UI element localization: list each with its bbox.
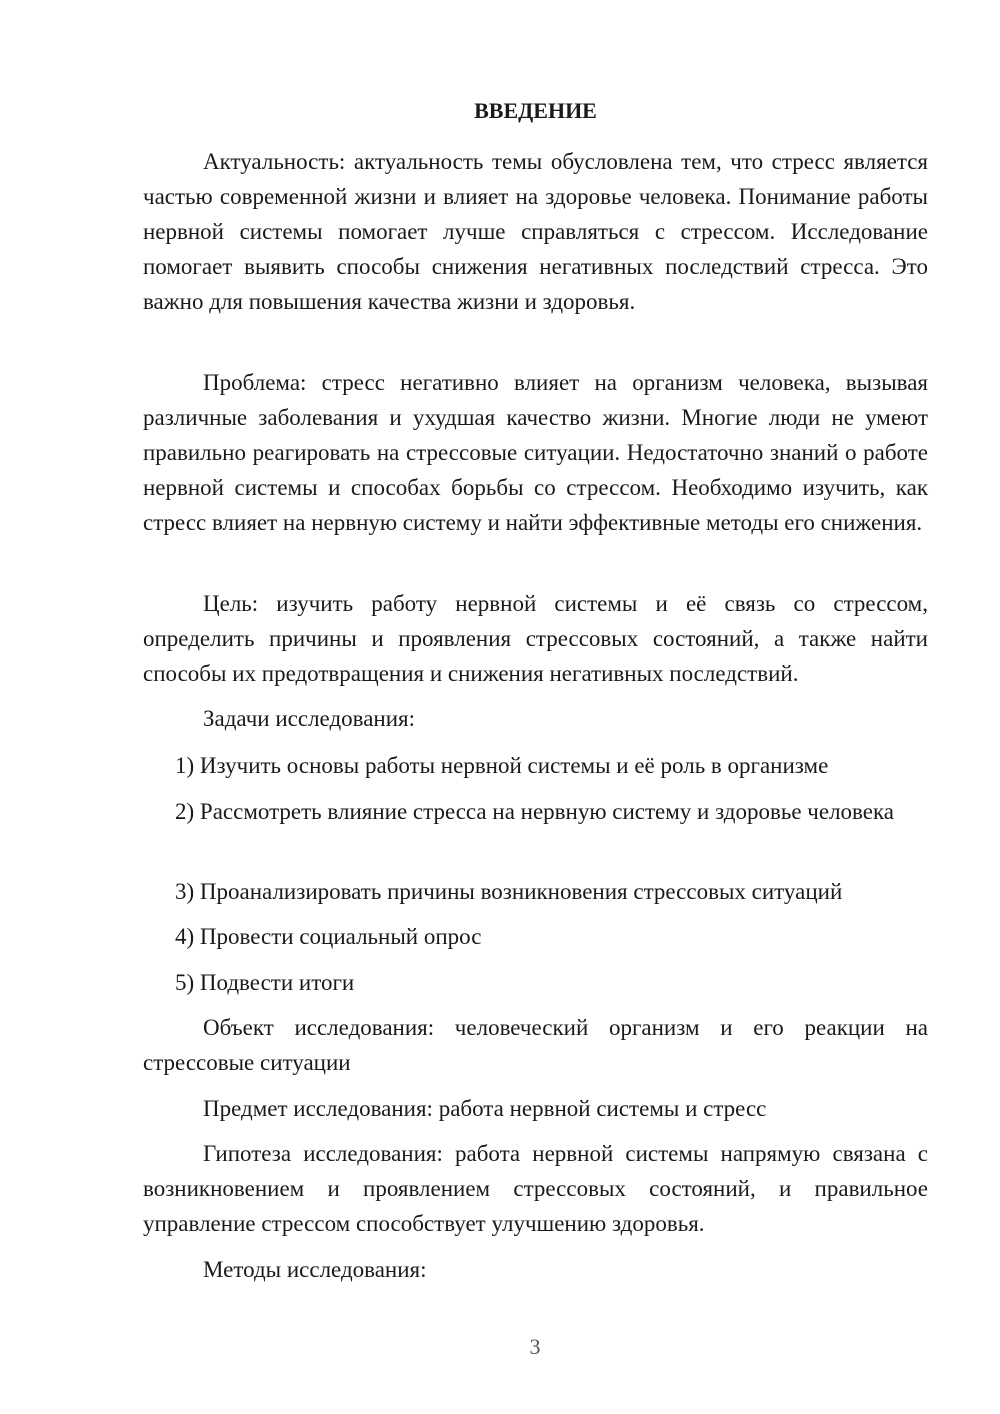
paragraph-tasks-heading: Задачи исследования: bbox=[203, 706, 416, 731]
paragraph-object: Объект исследования: человеческий организм и его реакции на стрессовые ситуации bbox=[143, 1015, 928, 1075]
paragraph-problem: Проблема: стресс негативно влияет на организм человека, вызывая различные заболевания и ухудшая качество жизни. Многие люди не умеют правильно реагировать на стрессовые ситуации. Недостаточно знаний о работе нервной системы и способах борьбы со стрессом. Необходимо изучить, как стресс влияет на нервную систему и найти эффективные методы его снижения. bbox=[143, 370, 928, 535]
task-item-5: 5) Подвести итоги bbox=[175, 970, 355, 995]
paragraph-goal: Цель: изучить работу нервной системы и её связь со стрессом, определить причины и проявления стрессовых состояний, а также найти способы их предотвращения и снижения негативных последствий. bbox=[143, 591, 928, 686]
paragraph-relevance: Актуальность: актуальность темы обусловлена тем, что стресс является частью современной жизни и влияет на здоровье человека. Понимание работы нервной системы помогает лучше справляться с стрессом. Исследование помогает выявить способы снижения негативных последствий стресса. Это важно для повышения качества жизни и здоровья. bbox=[143, 149, 928, 314]
task-item-1: 1) Изучить основы работы нервной системы и её роль в организме bbox=[175, 753, 829, 778]
page-title: ВВЕДЕНИЕ bbox=[474, 98, 597, 123]
task-item-2: 2) Рассмотреть влияние стресса на нервную систему и здоровье человека bbox=[175, 799, 895, 824]
task-item-3: 3) Проанализировать причины возникновения стрессовых ситуаций bbox=[175, 879, 843, 904]
page-number: 3 bbox=[529, 1334, 541, 1359]
paragraph-methods: Методы исследования: bbox=[203, 1257, 427, 1282]
task-item-4: 4) Провести социальный опрос bbox=[175, 924, 482, 949]
paragraph-hypothesis: Гипотеза исследования: работа нервной системы напрямую связана с возникновением и проявлением стрессовых состояний, и правильное управление стрессом способствует улучшению здоровья. bbox=[143, 1141, 928, 1236]
paragraph-subject: Предмет исследования: работа нервной системы и стресс bbox=[203, 1096, 767, 1121]
